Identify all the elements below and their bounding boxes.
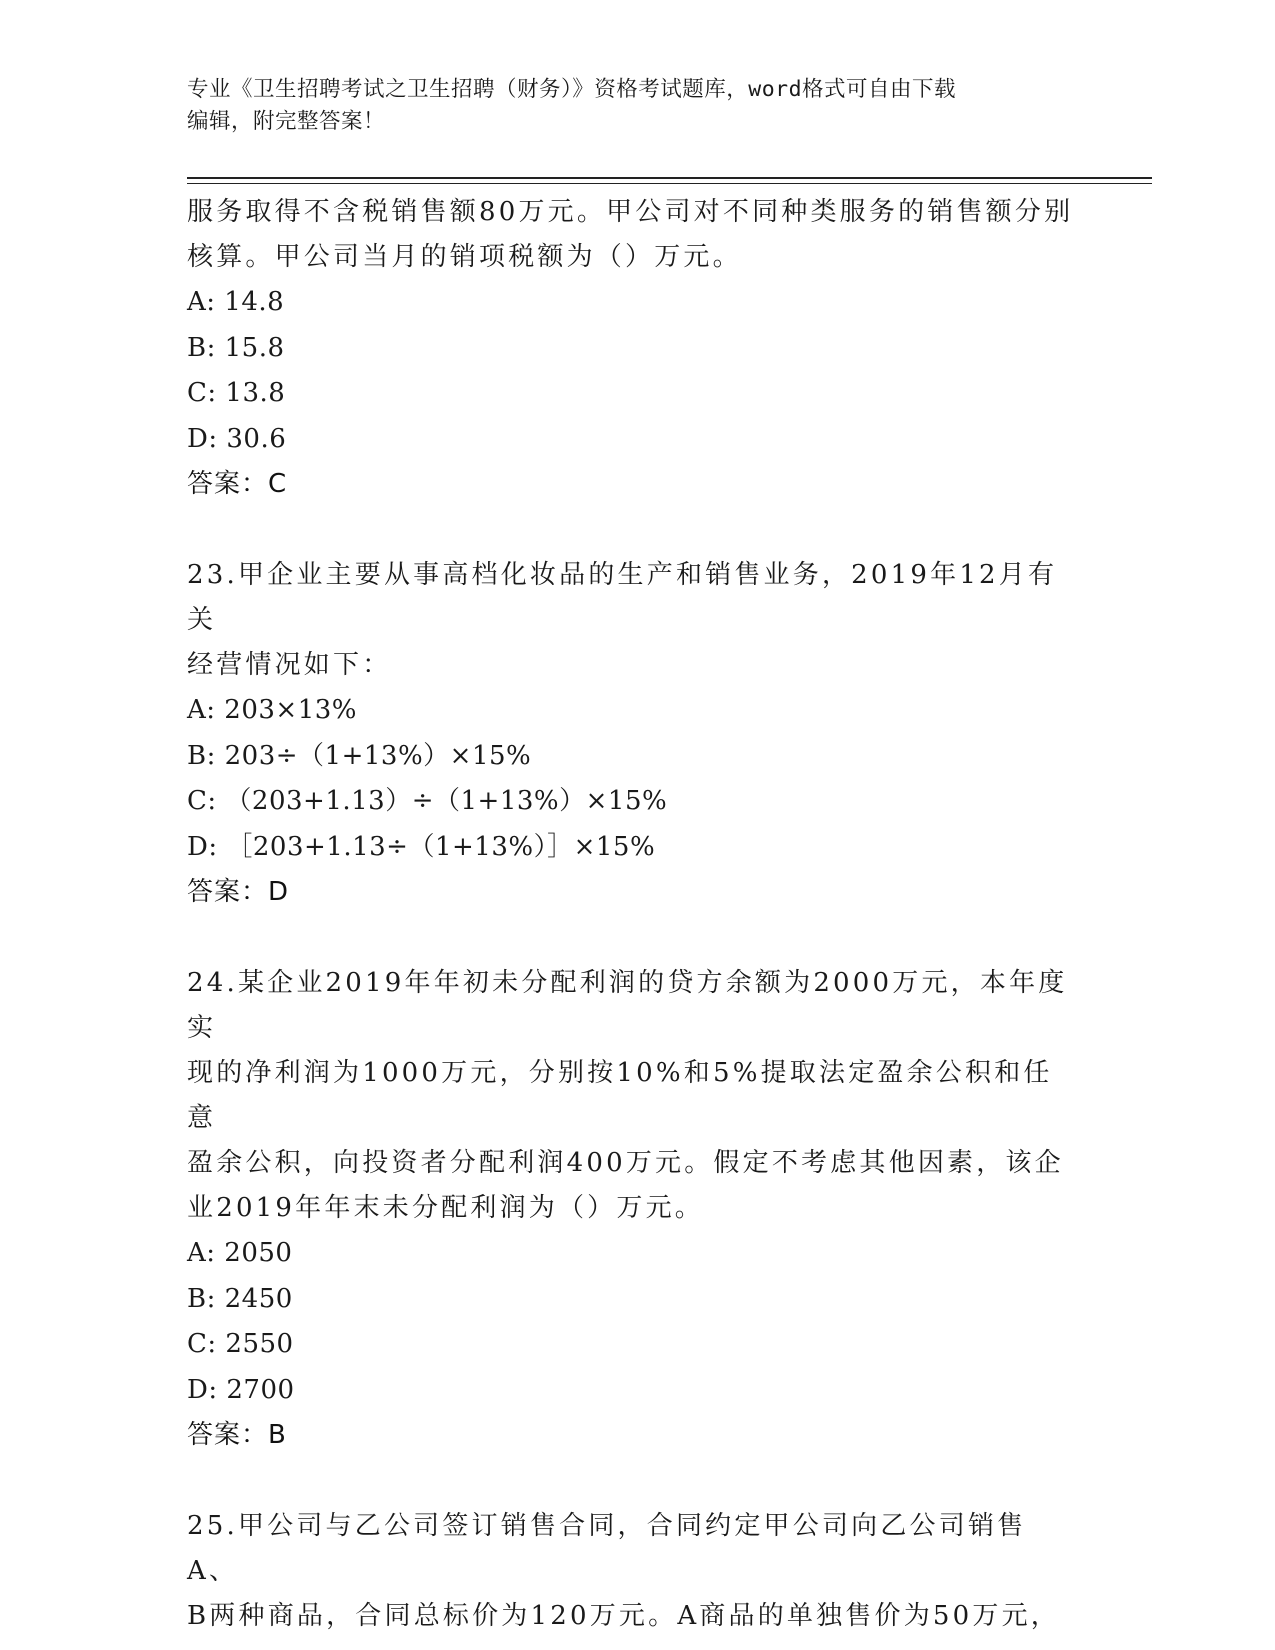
question-text-line: 24.某企业2019年年初未分配利润的贷方余额为2000万元，本年度实 bbox=[187, 968, 1068, 1043]
option-c: C: 13.8 bbox=[187, 378, 286, 408]
question-22 bbox=[187, 190, 1077, 506]
option-b: B: 15.8 bbox=[187, 332, 285, 363]
question-text-line: 服务取得不含税销售额80万元。甲公司对不同种类服务的销售额分别 bbox=[187, 197, 1074, 227]
header-divider-thick bbox=[187, 177, 1152, 179]
question-text-line: 业2019年年末未分配利润为（）万元。 bbox=[187, 1193, 704, 1223]
spacer bbox=[187, 1457, 1077, 1504]
question-text-line: B两种商品，合同总标价为120万元。A商品的单独售价为50万元， bbox=[187, 1601, 1060, 1631]
answer-line: 答案：D bbox=[187, 877, 290, 907]
question-24 bbox=[187, 961, 1077, 1457]
question-text-line: 盈余公积，向投资者分配利润400万元。假定不考虑其他因素，该企 bbox=[187, 1148, 1064, 1178]
document-header bbox=[187, 74, 1067, 138]
option-a: A: 14.8 bbox=[187, 287, 285, 317]
question-text-line: 经营情况如下： bbox=[187, 650, 392, 680]
question-text-line: 23.甲企业主要从事高档化妆品的生产和销售业务，2019年12月有关 bbox=[187, 560, 1058, 635]
question-text-line: 25.甲公司与乙公司签订销售合同，合同约定甲公司向乙公司销售A、 bbox=[187, 1511, 1027, 1586]
header-line-2: 编辑，附完整答案！ bbox=[187, 109, 386, 134]
header-line-1: 专业《卫生招聘考试之卫生招聘（财务）》资格考试题库，word格式可自由下载 bbox=[187, 77, 957, 102]
option-b: B: 2450 bbox=[187, 1283, 293, 1314]
question-23 bbox=[187, 553, 1077, 914]
question-text-line: 现的净利润为1000万元，分别按10%和5%提取法定盈余公积和任意 bbox=[187, 1058, 1053, 1133]
option-c: C: （203+1.13）÷（1+13%）×15% bbox=[187, 786, 668, 816]
option-d: D: 30.6 bbox=[187, 423, 287, 454]
question-text-line: 核算。甲公司当月的销项税额为（）万元。 bbox=[187, 242, 742, 272]
option-c: C: 2550 bbox=[187, 1329, 294, 1359]
option-b: B: 203÷（1+13%）×15% bbox=[187, 740, 532, 771]
spacer bbox=[187, 506, 1077, 553]
option-a: A: 2050 bbox=[187, 1238, 293, 1268]
question-25 bbox=[187, 1504, 1077, 1639]
option-a: A: 203×13% bbox=[187, 695, 358, 725]
question-content bbox=[187, 190, 1077, 1639]
option-d: D: 2700 bbox=[187, 1374, 295, 1405]
spacer bbox=[187, 914, 1077, 961]
answer-line: 答案：B bbox=[187, 1420, 287, 1450]
option-d: D: ［203+1.13÷（1+13%）］×15% bbox=[187, 831, 656, 862]
answer-line: 答案：C bbox=[187, 469, 288, 499]
header-divider-thin bbox=[187, 183, 1152, 184]
